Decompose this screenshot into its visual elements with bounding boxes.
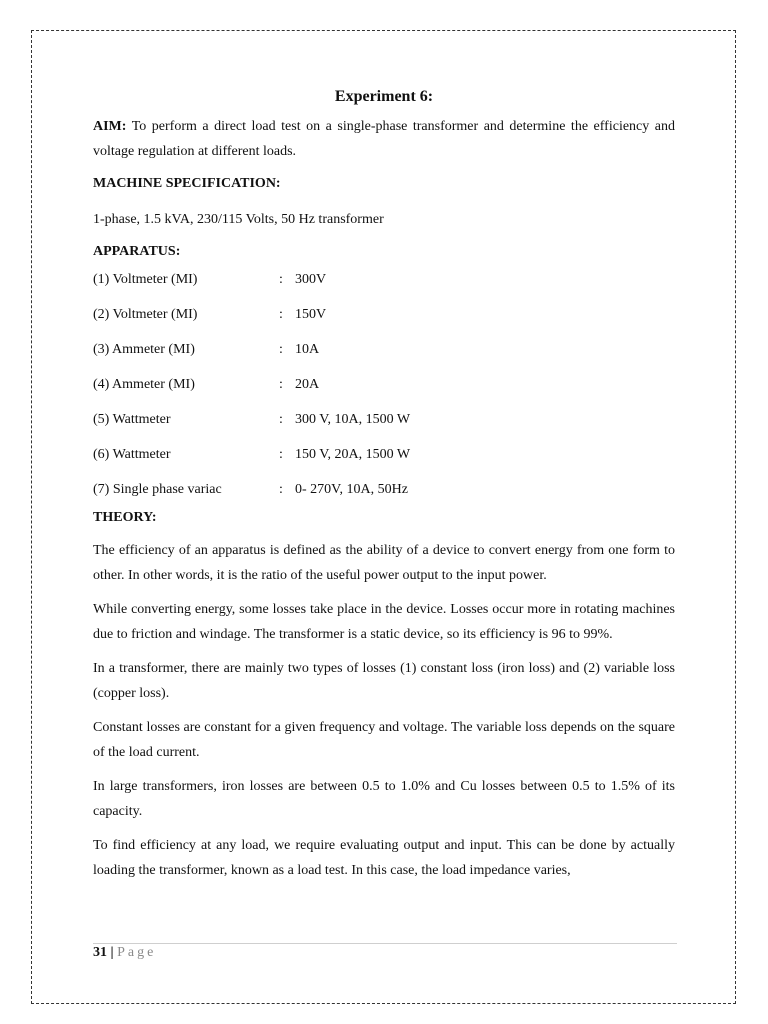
theory-heading: THEORY:	[93, 510, 157, 525]
apparatus-colon: :	[279, 342, 283, 357]
apparatus-item	[93, 340, 675, 375]
theory-paragraph: To find efficiency at any load, we require evaluating output and input. This can be done by actually loading the transformer, known as a load test. In this case, the load impedance varies,	[93, 838, 675, 878]
aim-text: To perform a direct load test on a single-phase transformer and determine the efficiency and voltage regulation at different loads.	[93, 119, 675, 159]
apparatus-value: 300V	[295, 272, 327, 287]
apparatus-value: 20A	[295, 377, 320, 392]
apparatus-item	[93, 305, 675, 340]
apparatus-name: (5) Wattmeter	[93, 412, 171, 427]
apparatus-item	[93, 480, 675, 508]
aim-paragraph	[93, 114, 675, 164]
document-content	[93, 86, 675, 883]
apparatus-list	[93, 270, 675, 508]
page-label: Page	[117, 945, 157, 960]
apparatus-item	[93, 375, 675, 410]
machine-spec-heading: MACHINE SPECIFICATION:	[93, 176, 281, 191]
footer-divider	[93, 943, 677, 944]
page-number: 31	[93, 945, 107, 960]
theory-paragraph: While converting energy, some losses take place in the device. Losses occur more in rotating machines due to friction and windage. The transformer is a static device, so its efficiency is 96 to 99%.	[93, 602, 675, 642]
apparatus-colon: :	[279, 447, 283, 462]
apparatus-colon: :	[279, 377, 283, 392]
aim-label: AIM:	[93, 119, 127, 134]
apparatus-name: (2) Voltmeter (MI)	[93, 307, 198, 322]
apparatus-value: 150V	[295, 307, 327, 322]
apparatus-colon: :	[279, 482, 283, 497]
footer-separator: |	[110, 945, 114, 960]
apparatus-heading: APPARATUS:	[93, 244, 181, 259]
apparatus-name: (6) Wattmeter	[93, 447, 171, 462]
apparatus-colon: :	[279, 412, 283, 427]
apparatus-name: (7) Single phase variac	[93, 482, 222, 497]
apparatus-value: 10A	[295, 342, 320, 357]
apparatus-value: 0- 270V, 10A, 50Hz	[295, 482, 408, 497]
theory-paragraph: In a transformer, there are mainly two types of losses (1) constant loss (iron loss) and (2) variable loss (copper loss).	[93, 661, 675, 701]
apparatus-value: 300 V, 10A, 1500 W	[295, 412, 411, 427]
apparatus-item	[93, 445, 675, 480]
theory-paragraph: In large transformers, iron losses are between 0.5 to 1.0% and Cu losses between 0.5 to 1.5% of its capacity.	[93, 779, 675, 819]
theory-paragraph: Constant losses are constant for a given frequency and voltage. The variable loss depends on the square of the load current.	[93, 720, 675, 760]
apparatus-value: 150 V, 20A, 1500 W	[295, 447, 411, 462]
apparatus-item	[93, 410, 675, 445]
page-footer	[93, 944, 156, 962]
apparatus-name: (1) Voltmeter (MI)	[93, 272, 198, 287]
apparatus-name: (3) Ammeter (MI)	[93, 342, 195, 357]
apparatus-colon: :	[279, 307, 283, 322]
experiment-title: Experiment 6:	[334, 88, 434, 105]
apparatus-name: (4) Ammeter (MI)	[93, 377, 195, 392]
apparatus-item	[93, 270, 675, 305]
apparatus-colon: :	[279, 272, 283, 287]
machine-spec-text: 1-phase, 1.5 kVA, 230/115 Volts, 50 Hz transformer	[93, 212, 384, 227]
theory-paragraph: The efficiency of an apparatus is defined as the ability of a device to convert energy from one form to other. In other words, it is the ratio of the useful power output to the input power.	[93, 543, 675, 583]
